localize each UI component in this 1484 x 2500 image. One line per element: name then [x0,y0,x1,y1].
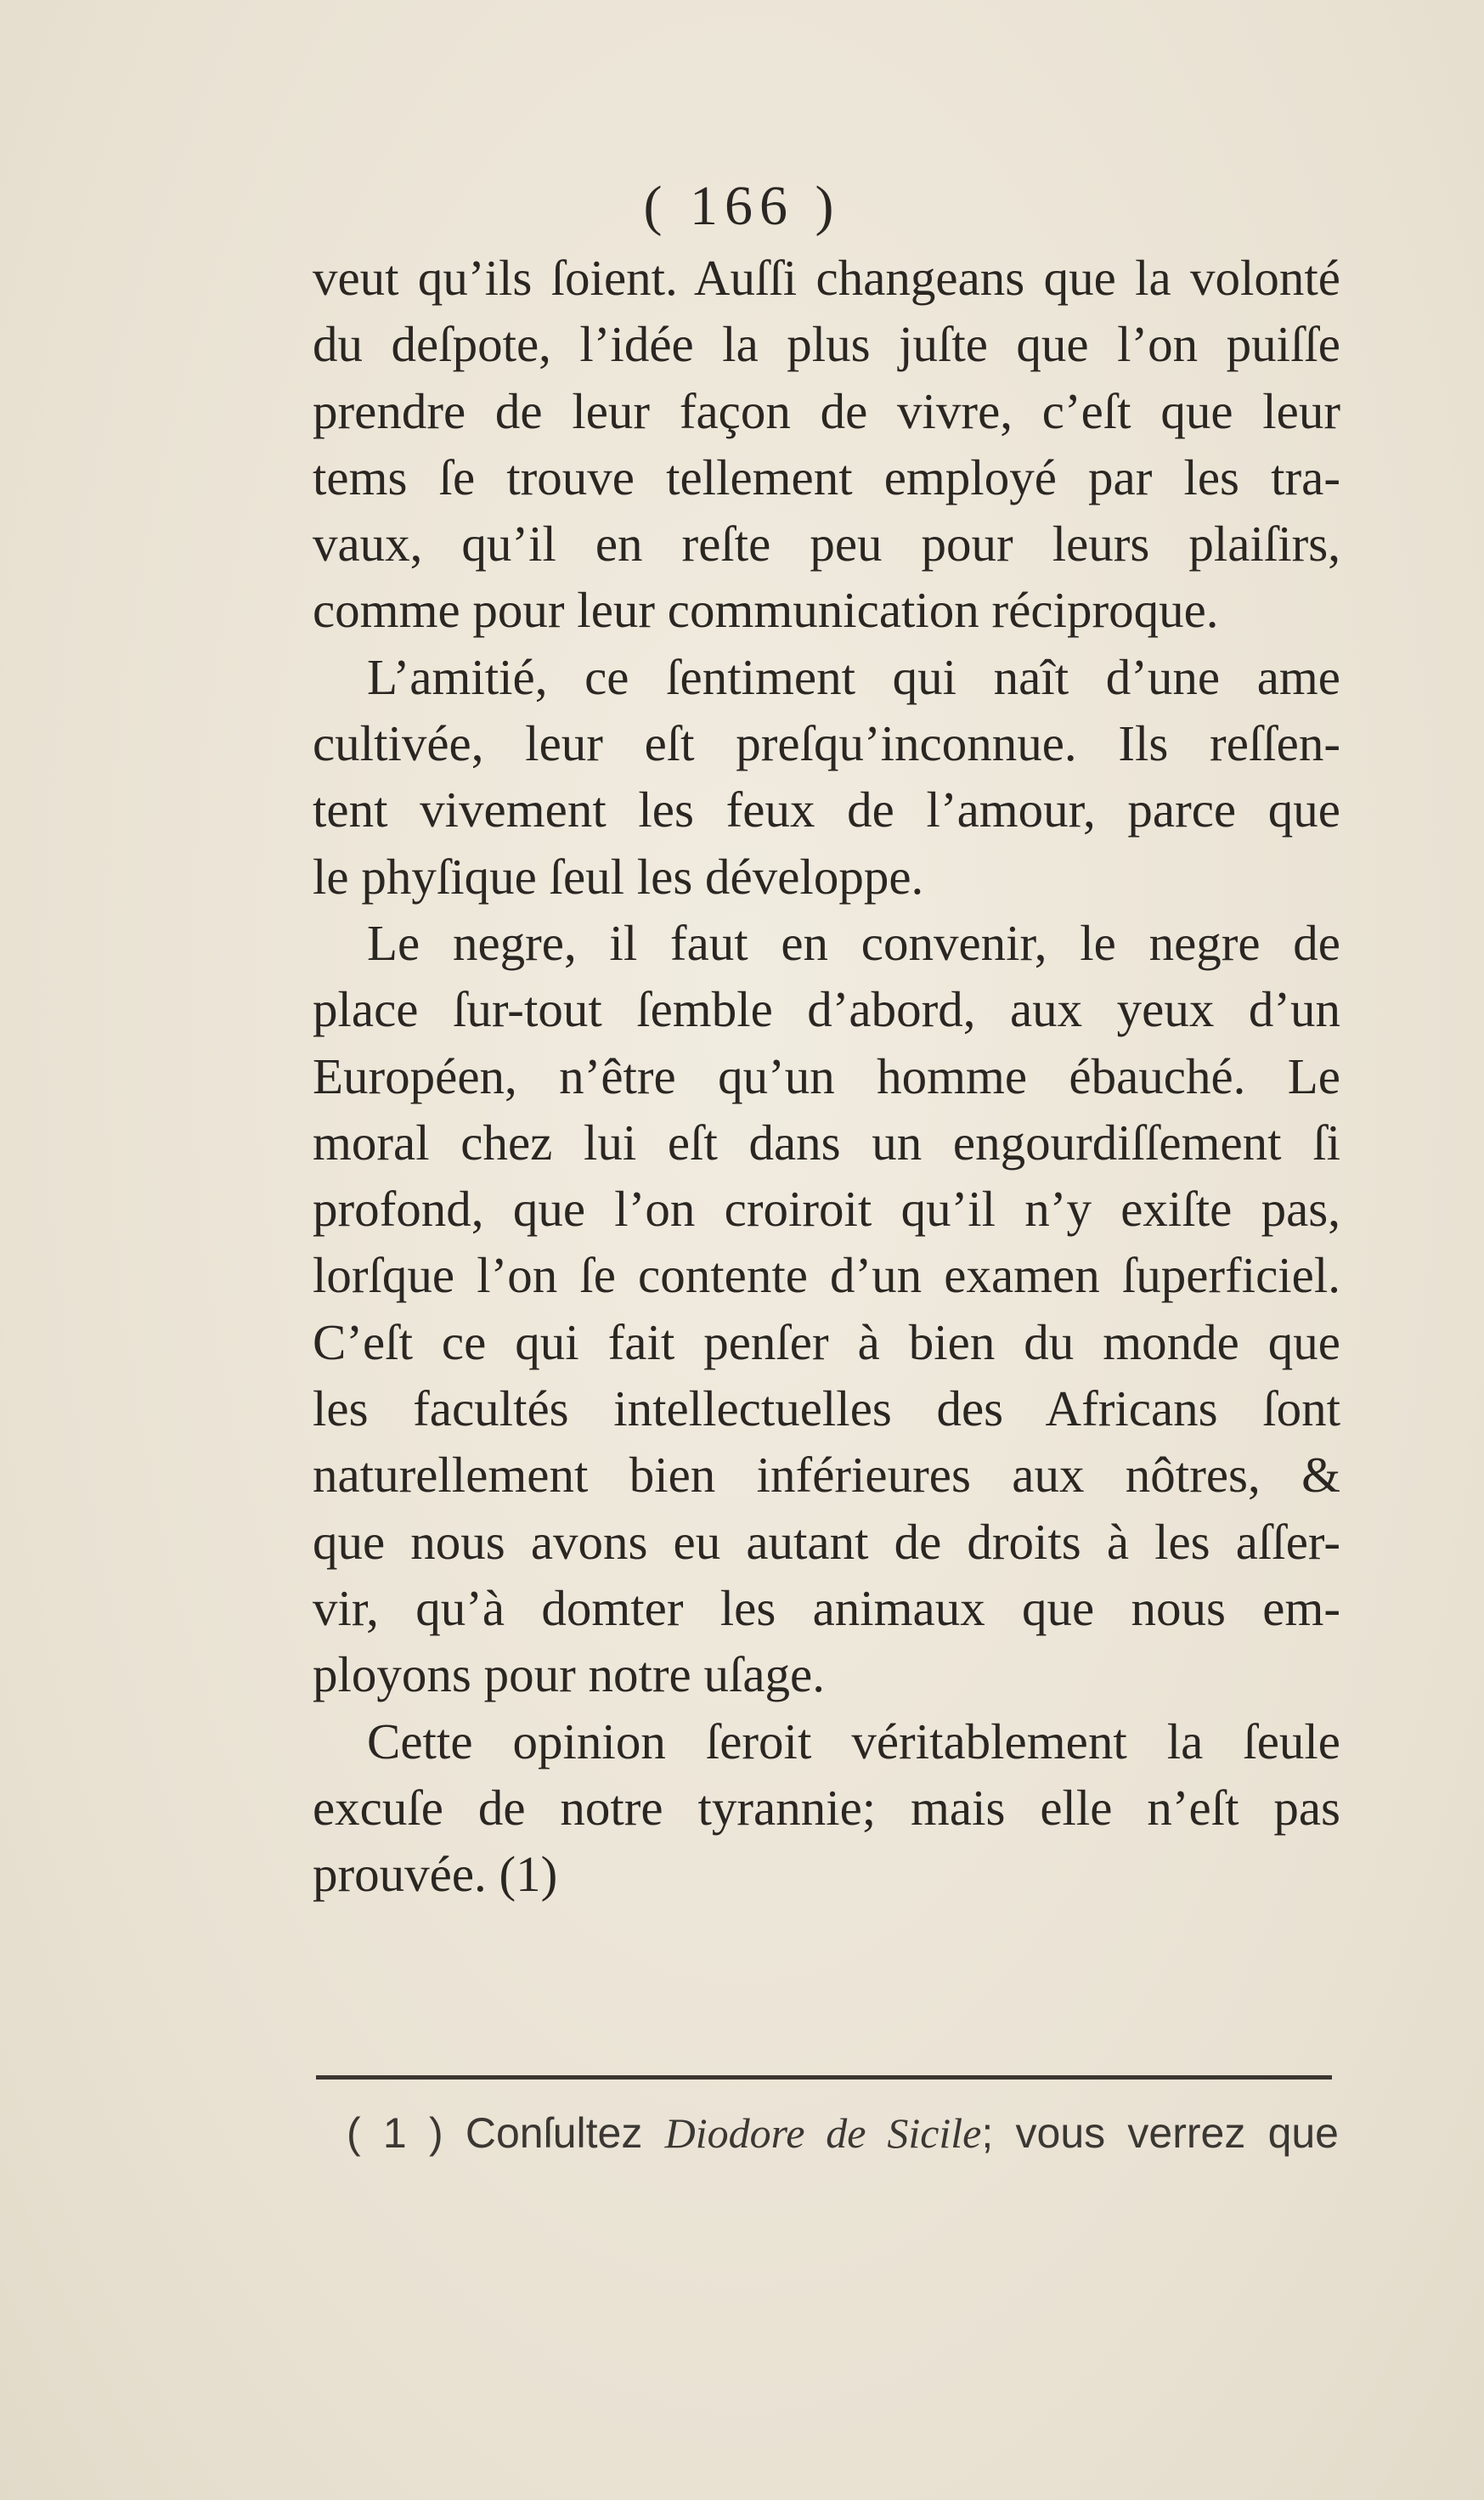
footnote-marker: ( 1 ) [347,2109,443,2157]
text-line: naturellement bien inférieures aux nôtres, & [313,1447,1340,1504]
text-line: prendre de leur façon de vivre, c’eſt que leur [313,382,1340,439]
text-line: vaux, qu’il en reſte peu pour leurs plaiſirs, [313,516,1340,573]
text-line: que nous avons eu autant de droits à les aſſer- [313,1513,1340,1570]
footnote-text-after: ; vous verrez que [981,2109,1339,2157]
text-line: Cette opinion ſeroit véritablement la ſeule [367,1713,1340,1769]
footnote-rule [316,2075,1332,2080]
text-line: vir, qu’à domter les animaux que nous em- [313,1579,1340,1636]
text-line: tent vivement les feux de l’amour, parce que [313,782,1340,838]
text-line: les facultés intellectuelles des Africans ſont [313,1380,1340,1437]
text-line: Le negre, il faut en convenir, le negre de [367,914,1340,971]
text-line: tems ſe trouve tellement employé par les tra- [313,449,1340,505]
text-line: du deſpote, l’idée la plus juſte que l’on puiſſe [313,316,1340,373]
footnote-italic-title: Diodore de Sicile [664,2109,982,2157]
body-text [313,245,1340,1907]
text-line: veut qu’ils ſoient. Auſſi changeans que la volonté [313,250,1340,306]
text-line: ployons pour notre uſage. [313,1646,825,1703]
text-line: profond, que l’on croiroit qu’il n’y exiſte pas, [313,1181,1340,1238]
text-line: cultivée, leur eſt preſqu’inconnue. Ils reſſen- [313,715,1340,772]
text-line: moral chez lui eſt dans un engourdiſſement ſi [313,1114,1340,1171]
text-line: prouvée. (1) [313,1846,558,1903]
text-line: place ſur-tout ſemble d’abord, aux yeux d’un [313,981,1340,1038]
text-line: excuſe de notre tyrannie; mais elle n’eſt pas [313,1779,1340,1836]
text-line: lorſque l’on ſe contente d’un examen ſuperficiel. [313,1247,1340,1304]
page-number: ( 166 ) [643,175,841,237]
text-line: comme pour leur communication réciproque. [313,582,1219,639]
text-line: C’eſt ce qui fait penſer à bien du monde que [313,1313,1340,1370]
footnote [347,2103,1339,2163]
footnote-text-before: Conſultez [465,2109,643,2157]
text-line: le phyſique ſeul les développe. [313,848,924,905]
text-line: Européen, n’être qu’un homme ébauché. Le [313,1047,1340,1104]
text-line: L’amitié, ce ſentiment qui naît d’une ame [367,648,1340,705]
